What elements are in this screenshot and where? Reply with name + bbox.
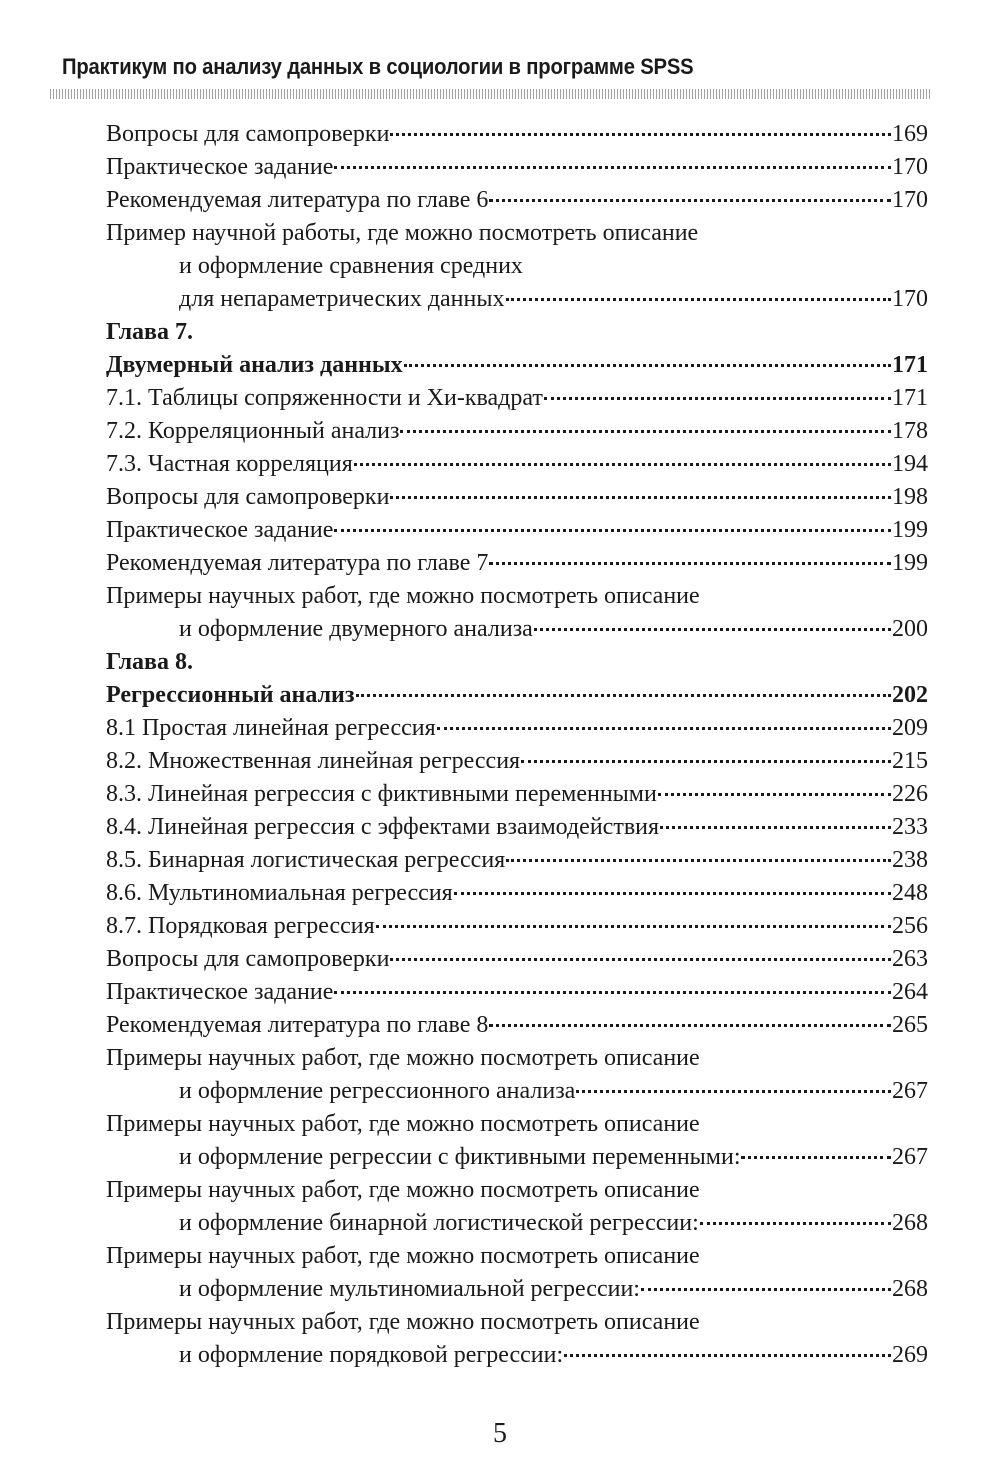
dot-leader	[390, 938, 891, 961]
toc-entry-title: 8.5. Бинарная логистическая регрессия	[106, 847, 506, 873]
dot-leader	[400, 410, 891, 433]
toc-line: Пример научной работы, где можно посмотреть описание	[106, 220, 699, 246]
dot-leader	[741, 1136, 891, 1159]
toc-entry-page: 171	[892, 352, 928, 378]
toc-line: Примеры научных работ, где можно посмотреть описание	[106, 1111, 700, 1137]
toc-line: Примеры научных работ, где можно посмотреть описание	[106, 1309, 700, 1335]
toc-entry	[106, 613, 928, 646]
dot-leader	[506, 278, 892, 301]
toc-line: и оформление сравнения средних	[179, 253, 523, 279]
toc-entry-page: 267	[892, 1144, 928, 1170]
toc-entry-title: Рекомендуемая литература по главе 7	[106, 550, 489, 576]
toc-entry-page: 170	[892, 187, 928, 213]
chapter-heading: Глава 7.	[106, 319, 193, 345]
toc-entry-title: 8.2. Множественная линейная регрессия	[106, 748, 521, 774]
dot-leader	[390, 476, 891, 499]
toc-entry-title: Вопросы для самопроверки	[106, 484, 390, 510]
toc-entry-title: Регрессионный анализ	[106, 682, 355, 708]
toc-entry-page: 248	[892, 880, 928, 906]
toc-entry-title: Практическое задание	[106, 979, 334, 1005]
toc-entry-title: 8.1 Простая линейная регрессия	[106, 715, 436, 741]
toc-entry-page: 202	[892, 682, 928, 708]
toc-entry-page: 269	[892, 1342, 928, 1368]
running-header: Практикум по анализу данных в социологии в программе SPSS	[62, 54, 694, 79]
toc-entry-title: Вопросы для самопроверки	[106, 946, 390, 972]
toc-entry-title: 7.1. Таблицы сопряженности и Хи-квадрат	[106, 385, 543, 411]
toc-entry-title: 8.7. Порядковая регрессия	[106, 913, 375, 939]
toc-entry-page: 268	[892, 1276, 928, 1302]
dot-leader	[544, 377, 891, 400]
dot-leader	[700, 1202, 891, 1225]
toc-entry-title: и оформление регрессии с фиктивными переменными:	[179, 1144, 741, 1170]
toc-entry-page: 199	[892, 550, 928, 576]
toc-entry-title: и оформление регрессионного анализа	[179, 1078, 576, 1104]
toc-entry	[106, 1075, 928, 1108]
toc-entry-page: 226	[892, 781, 928, 807]
dot-leader	[354, 443, 891, 466]
toc-entry-page: 256	[892, 913, 928, 939]
toc-line: Примеры научных работ, где можно посмотреть описание	[106, 583, 700, 609]
toc-entry-title: Практическое задание	[106, 517, 334, 543]
toc-entry-title: и оформление бинарной логистической регрессии:	[179, 1210, 699, 1236]
dot-leader	[334, 971, 891, 994]
toc-entry-page: 170	[892, 286, 928, 312]
toc-entry-page: 264	[892, 979, 928, 1005]
dot-leader	[489, 179, 891, 202]
toc-entry-page: 171	[892, 385, 928, 411]
toc-entry-page: 199	[892, 517, 928, 543]
dot-leader	[489, 1004, 891, 1027]
toc-entry-title: для непараметрических данных	[179, 286, 505, 312]
toc-entry-title: 8.4. Линейная регрессия с эффектами взаимодействия	[106, 814, 660, 840]
toc-entry-title: 7.3. Частная корреляция	[106, 451, 353, 477]
toc-entry-page: 215	[892, 748, 928, 774]
page-number: 5	[493, 1418, 507, 1449]
toc-entry-page: 170	[892, 154, 928, 180]
toc-entry-page: 263	[892, 946, 928, 972]
toc-entry-page: 238	[892, 847, 928, 873]
toc-entry-page: 233	[892, 814, 928, 840]
toc-entry	[106, 1273, 928, 1306]
toc-entry-title: 7.2. Корреляционный анализ	[106, 418, 400, 444]
toc-entry-title: Рекомендуемая литература по главе 6	[106, 187, 489, 213]
dot-leader	[356, 674, 891, 697]
toc-entry-title: и оформление двумерного анализа	[179, 616, 533, 642]
toc-entry-title: и оформление мультиномиальной регрессии:	[179, 1276, 640, 1302]
toc-entry-page: 200	[892, 616, 928, 642]
chapter-heading: Глава 8.	[106, 649, 193, 675]
toc-entry-page: 198	[892, 484, 928, 510]
toc-entry	[106, 1339, 928, 1372]
dot-leader	[489, 542, 891, 565]
toc-entry	[106, 283, 928, 316]
toc-entry	[106, 1207, 928, 1240]
toc-entry	[106, 1141, 928, 1174]
toc-entry-title: Двумерный анализ данных	[106, 352, 403, 378]
dot-leader	[376, 905, 891, 928]
toc-entry-title: Рекомендуемая литература по главе 8	[106, 1012, 489, 1038]
dot-leader	[334, 146, 891, 169]
header-rule	[50, 89, 932, 99]
toc-entry-page: 268	[892, 1210, 928, 1236]
toc-entry-page: 194	[892, 451, 928, 477]
dot-leader	[390, 113, 891, 136]
dot-leader	[454, 872, 891, 895]
toc-entry	[106, 1009, 928, 1042]
dot-leader	[660, 806, 891, 829]
toc-entry	[106, 184, 928, 217]
dot-leader	[576, 1070, 891, 1093]
toc-entry-page: 169	[892, 121, 928, 147]
dot-leader	[658, 773, 891, 796]
toc-line: Примеры научных работ, где можно посмотреть описание	[106, 1243, 700, 1269]
dot-leader	[564, 1334, 891, 1357]
dot-leader	[521, 740, 891, 763]
dot-leader	[534, 608, 891, 631]
dot-leader	[334, 509, 891, 532]
toc-entry-title: Практическое задание	[106, 154, 334, 180]
toc-entry-page: 209	[892, 715, 928, 741]
table-of-contents	[106, 118, 928, 1372]
dot-leader	[641, 1268, 891, 1291]
toc-entry-title: Вопросы для самопроверки	[106, 121, 390, 147]
toc-entry	[106, 547, 928, 580]
toc-entry-page: 267	[892, 1078, 928, 1104]
toc-entry-page: 265	[892, 1012, 928, 1038]
toc-entry-title: 8.3. Линейная регрессия с фиктивными переменными	[106, 781, 657, 807]
dot-leader	[437, 707, 891, 730]
toc-entry-title: 8.6. Мультиномиальная регрессия	[106, 880, 453, 906]
toc-line: Примеры научных работ, где можно посмотреть описание	[106, 1045, 700, 1071]
toc-entry-title: и оформление порядковой регрессии:	[179, 1342, 564, 1368]
toc-line: Примеры научных работ, где можно посмотреть описание	[106, 1177, 700, 1203]
dot-leader	[506, 839, 891, 862]
toc-entry-page: 178	[892, 418, 928, 444]
dot-leader	[404, 344, 891, 367]
